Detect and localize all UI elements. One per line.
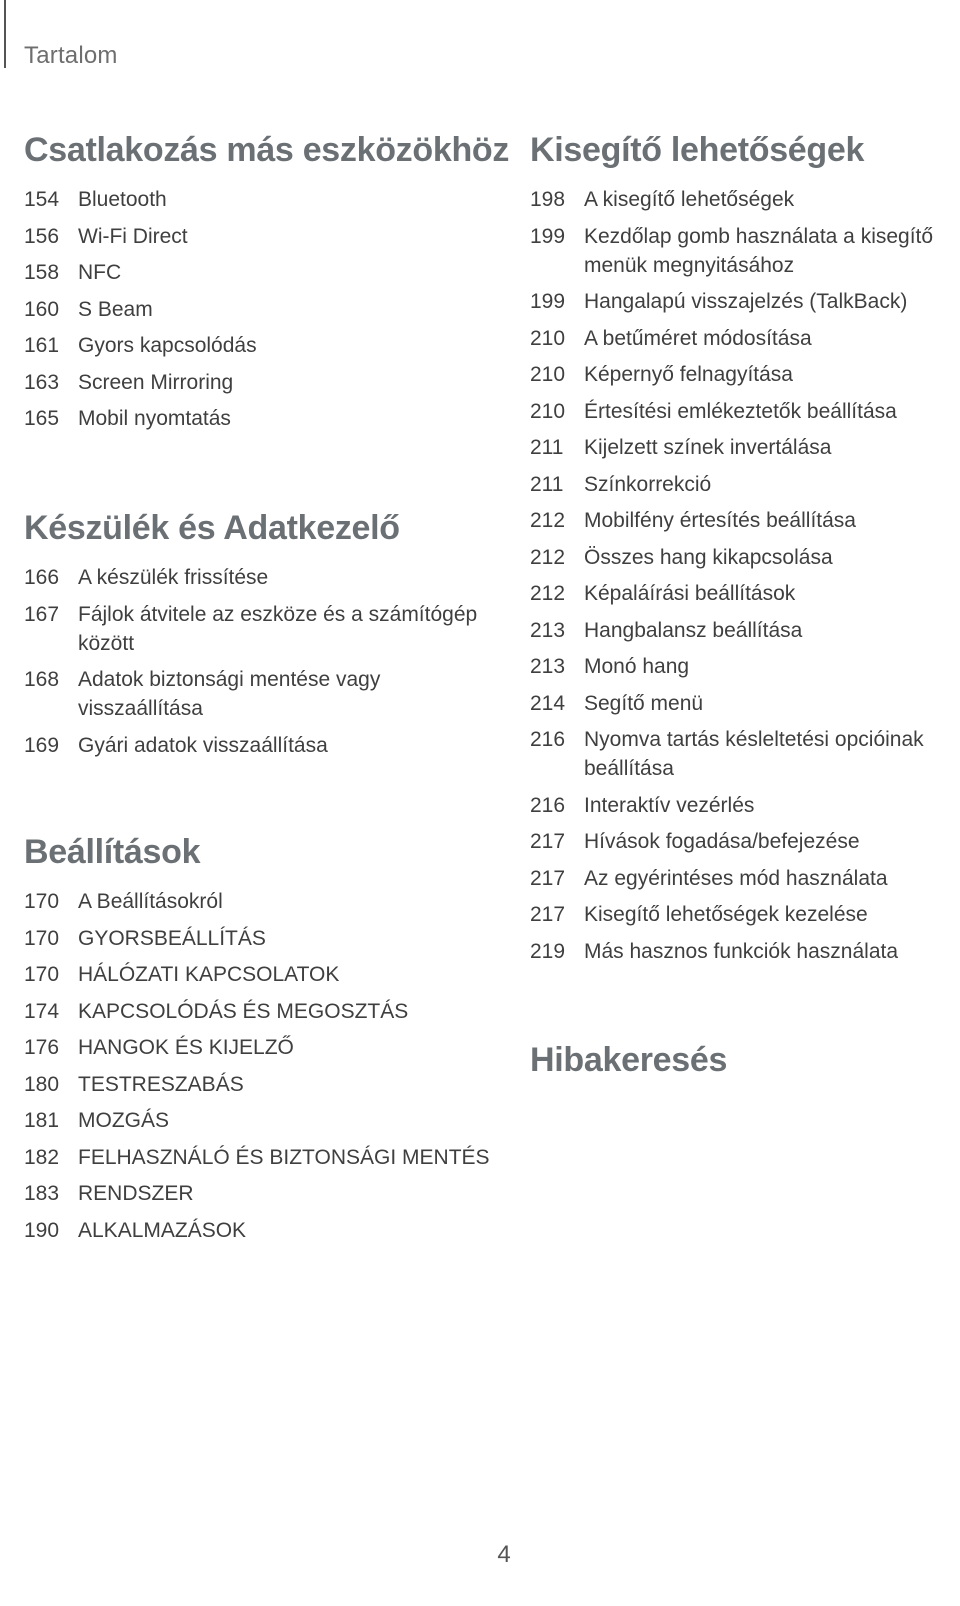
toc-page-number: 180 [24,1072,60,1096]
toc-entry-title: A betűméret módosítása [584,326,812,350]
toc-entry-title: Kezdőlap gomb használata a kisegítő menük megnyitásához [584,224,934,277]
toc-entry[interactable] [24,997,494,1026]
toc-entry-title: KAPCSOLÓDÁS ÉS MEGOSZTÁS [78,999,409,1023]
toc-list [24,185,494,433]
toc-entry-title: Mobil nyomtatás [78,407,231,430]
section-title: Beállítások [24,833,201,871]
toc-entry-title: ALKALMAZÁSOK [78,1218,247,1242]
toc-page-number: 198 [530,188,566,211]
toc-entry-title: A készülék frissítése [78,566,269,589]
toc-entry[interactable] [24,295,494,324]
toc-entry[interactable] [530,725,950,783]
section-title: Készülék és Adatkezelő [24,509,400,547]
toc-entry[interactable] [24,1106,494,1135]
toc-entry-title: MOZGÁS [78,1109,170,1132]
toc-entry-title: TESTRESZABÁS [78,1072,244,1096]
toc-page-number: 217 [530,903,566,926]
toc-page-number: 216 [530,793,566,817]
toc-entry[interactable] [530,791,950,820]
toc-entry-title: Nyomva tartás késleltetési opcióinak beállítása [584,728,924,780]
toc-entry-title: A kisegítő lehetőségek [584,188,795,211]
toc-entry[interactable] [530,827,950,856]
toc-page-number: 170 [24,963,60,986]
toc-entry-title: Gyors kapcsolódás [78,334,257,357]
toc-entry[interactable] [24,665,494,723]
toc-page-number: 213 [530,655,566,678]
toc-page-number: 165 [24,407,60,430]
toc-entry[interactable] [24,258,494,287]
toc-entry[interactable] [24,924,494,953]
toc-entry[interactable] [530,506,950,535]
toc-page-number: 219 [530,939,566,963]
toc-entry-title: Az egyérintéses mód használata [584,866,888,890]
toc-entry[interactable] [24,1216,494,1245]
toc-section-device [24,508,494,767]
toc-entry-title: Összes hang kikapcsolása [584,545,833,569]
toc-entry-title: Kijelzett színek invertálása [584,436,832,459]
section-title: Csatlakozás más eszközökhöz [24,131,510,169]
toc-page-number: 212 [530,509,566,532]
toc-list [24,887,494,1245]
toc-page-number: 160 [24,297,60,321]
toc-entry-title: NFC [78,261,122,284]
toc-section-troubleshooting [530,1040,950,1080]
toc-entry[interactable] [530,937,950,966]
toc-entry[interactable] [24,404,494,433]
toc-page-number: 182 [24,1145,60,1169]
toc-entry[interactable] [24,887,494,916]
toc-page-number: 170 [24,926,60,950]
toc-page-number: 190 [24,1218,60,1242]
toc-entry[interactable] [24,185,494,214]
toc-page-number: 217 [530,830,566,853]
toc-entry-title: Fájlok átvitele az eszköze és a számítógép között [78,602,478,655]
toc-entry[interactable] [530,652,950,681]
toc-page-number: 183 [24,1182,60,1205]
toc-entry[interactable] [530,397,950,426]
toc-entry[interactable] [24,1143,494,1172]
toc-entry[interactable] [24,1033,494,1062]
toc-entry-title: Wi-Fi Direct [78,224,188,248]
toc-list [530,185,950,966]
toc-entry-title: Értesítési emlékeztetők beállítása [584,399,897,423]
toc-page-number: 210 [530,363,566,386]
section-title[interactable]: Hibakeresés [530,1041,728,1079]
toc-entry[interactable] [530,864,950,893]
toc-entry-title: Monó hang [584,655,690,678]
toc-page-number: 210 [530,326,566,350]
toc-entry-title: Gyári adatok visszaállítása [78,733,328,757]
toc-entry-title: Más hasznos funkciók használata [584,939,899,963]
toc-page-number: 217 [530,866,566,890]
toc-page-number: 212 [530,545,566,569]
toc-entry-title: FELHASZNÁLÓ ÉS BIZTONSÁGI MENTÉS [78,1145,490,1169]
toc-entry-title: Hangbalansz beállítása [584,618,803,642]
toc-entry-title: A Beállításokról [78,890,223,913]
toc-page-number: 166 [24,566,60,589]
toc-page-number: 176 [24,1036,60,1059]
toc-entry[interactable] [530,360,950,389]
toc-page-number: 168 [24,668,60,691]
toc-page-number: 211 [530,472,564,496]
toc-entry[interactable] [530,185,950,214]
toc-page-number: 158 [24,261,60,284]
toc-page-number: 170 [24,890,60,913]
toc-page-number: 212 [530,582,566,605]
toc-entry-title: Színkorrekció [584,472,712,496]
toc-page-number: 163 [24,370,60,394]
toc-page-number: 181 [24,1109,60,1132]
toc-entry[interactable] [24,331,494,360]
toc-entry-title: RENDSZER [78,1182,194,1205]
toc-page-number: 154 [24,188,60,211]
toc-page-number: 174 [24,999,60,1023]
toc-entry[interactable] [24,368,494,397]
toc-entry-title: Képaláírási beállítások [584,582,796,605]
toc-page-number: 211 [530,436,564,459]
toc-entry[interactable] [530,900,950,929]
toc-entry-title: Hívások fogadása/befejezése [584,830,860,853]
toc-page-number: 213 [530,618,566,642]
toc-entry-title: Hangalapú visszajelzés (TalkBack) [584,290,908,313]
toc-entry-title: Interaktív vezérlés [584,793,755,817]
toc-entry[interactable] [24,1179,494,1208]
toc-entry[interactable] [24,563,494,592]
toc-entry[interactable] [24,222,494,251]
toc-page-number: 156 [24,224,60,248]
toc-entry[interactable] [530,324,950,353]
toc-section-accessibility [530,130,950,973]
toc-section-settings [24,832,494,1252]
page-number: 4 [497,1541,511,1568]
toc-page-number: 210 [530,399,566,423]
section-title: Kisegítő lehetőségek [530,131,865,169]
toc-page-number: 161 [24,334,60,357]
toc-entry[interactable] [24,731,494,760]
running-head: Tartalom [24,42,118,69]
toc-entry-title: Segítő menü [584,691,704,715]
toc-entry[interactable] [530,470,950,499]
toc-list [24,563,494,760]
toc-entry[interactable] [530,579,950,608]
toc-entry[interactable] [530,222,950,280]
toc-section-connect [24,130,510,441]
toc-entry-title: Bluetooth [78,188,167,211]
toc-entry-title: Adatok biztonsági mentése vagy visszaállítása [78,668,381,720]
toc-entry[interactable] [530,689,950,718]
toc-page-number: 216 [530,728,566,751]
toc-entry-title: Kisegítő lehetőségek kezelése [584,903,868,926]
toc-entry[interactable] [530,433,950,462]
toc-entry-title: HÁLÓZATI KAPCSOLATOK [78,963,340,986]
toc-page-number: 167 [24,602,60,626]
toc-entry[interactable] [24,1070,494,1099]
toc-page-number: 199 [530,290,566,313]
corner-rule [4,0,6,68]
toc-page-number: 199 [530,224,566,248]
toc-entry[interactable] [530,543,950,572]
toc-entry-title: GYORSBEÁLLÍTÁS [78,926,266,950]
toc-entry-title: Mobilfény értesítés beállítása [584,509,856,532]
toc-entry[interactable] [530,287,950,316]
toc-entry-title: Screen Mirroring [78,370,234,394]
toc-entry[interactable] [530,616,950,645]
toc-entry-title: HANGOK ÉS KIJELZŐ [78,1036,294,1059]
toc-entry-title: S Beam [78,297,153,321]
toc-entry[interactable] [24,960,494,989]
toc-page-number: 214 [530,691,566,715]
toc-entry-title: Képernyő felnagyítása [584,363,793,386]
toc-entry[interactable] [24,600,494,658]
toc-page-number: 169 [24,733,60,757]
